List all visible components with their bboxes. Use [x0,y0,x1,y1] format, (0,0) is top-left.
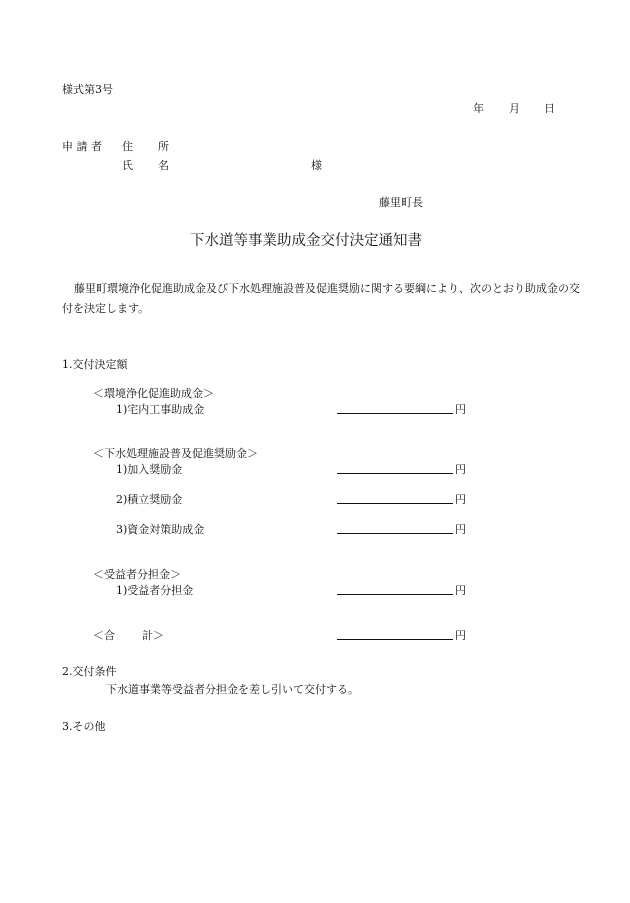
applicant-label: 申 請 者 [62,140,102,153]
name-label-part2: 名 [158,159,169,172]
item-label-home-construction: 1)宅内工事助成金 [116,403,205,416]
group-label-beneficiary: ＜受益者分担金＞ [93,568,181,581]
item-label-beneficiary-charge: 1)受益者分担金 [116,584,194,597]
yen-unit: 円 [455,493,466,506]
amount-line-total [337,639,453,640]
section2-text: 下水道事業等受益者分担金を差し引いて交付する。 [106,683,359,696]
item-label-savings-incentive: 2)積立奨励金 [116,493,183,506]
date-month-label: 月 [509,102,520,115]
body-paragraph: 藤里町環境浄化促進助成金及び下水処理施設普及促進奨励に関する要綱により、次のとおり助成金の交付を決定します。 [62,282,580,315]
group-label-environment: ＜環境浄化促進助成金＞ [93,387,214,400]
amount-line-savings-incentive [337,503,453,504]
amount-line-joining-incentive [337,473,453,474]
yen-unit: 円 [455,629,466,642]
item-label-joining-incentive: 1)加入奨励金 [116,463,183,476]
amount-line-beneficiary-charge [337,594,453,595]
issuer: 藤里町長 [379,196,423,209]
yen-unit: 円 [455,463,466,476]
date-year-label: 年 [473,102,484,115]
total-label-right: 計＞ [142,629,164,642]
section3-heading: 3.その他 [62,720,106,733]
yen-unit: 円 [455,584,466,597]
honorific-sama: 様 [311,159,322,172]
total-label-left: ＜合 [93,629,115,642]
date-day-label: 日 [544,102,555,115]
yen-unit: 円 [455,523,466,536]
address-label-part1: 住 [122,140,133,153]
document-title: 下水道等事業助成金交付決定通知書 [190,233,422,249]
section2-heading: 2.交付条件 [62,665,117,678]
name-label-part1: 氏 [122,159,133,172]
amount-line-funding-subsidy [337,533,453,534]
yen-unit: 円 [455,403,466,416]
section1-heading: 1.交付決定額 [62,358,128,371]
group-label-sewage: ＜下水処理施設普及促進奨励金＞ [93,447,258,460]
item-label-funding-subsidy: 3)資金対策助成金 [116,523,205,536]
amount-line-home-construction [337,413,453,414]
address-label-part2: 所 [158,140,169,153]
form-number: 様式第3号 [62,83,113,96]
